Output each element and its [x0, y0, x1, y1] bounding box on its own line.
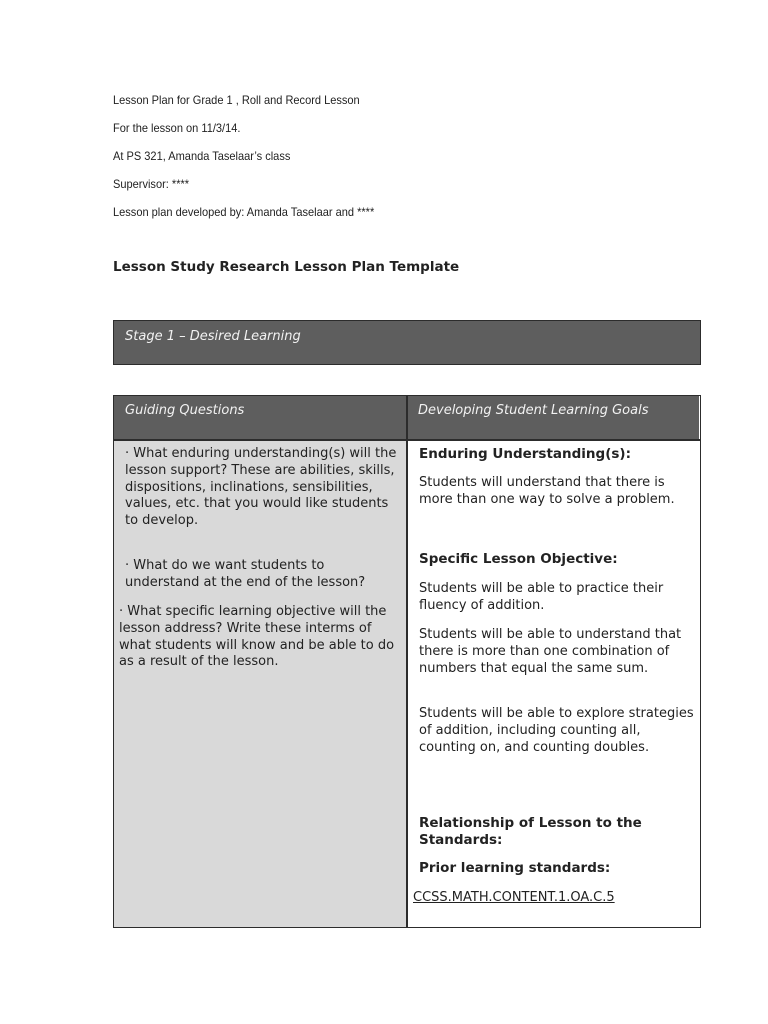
standard-link-wrap: [413, 890, 693, 907]
header-supervisor-line: Supervisor: ****: [113, 177, 190, 191]
header-developer-line: Lesson plan developed by: Amanda Taselaar and ****: [113, 205, 375, 219]
objective-item: Students will be able to understand that there is more than one combination of numbers that equal the same sum.: [419, 627, 682, 676]
guiding-questions-header: [114, 396, 407, 439]
standard-link[interactable]: CCSS.MATH.CONTENT.1.OA.C.5: [413, 890, 615, 905]
header-class-line: At PS 321, Amanda Taselaar’s class: [113, 149, 291, 163]
enduring-understanding-text: Students will understand that there is more than one way to solve a problem.: [419, 475, 675, 507]
learning-goals-header-label: Developing Student Learning Goals: [418, 403, 649, 418]
template-title: Lesson Study Research Lesson Plan Template: [113, 259, 460, 275]
lesson-goals-table: [113, 395, 701, 928]
guiding-question-1: · What enduring understanding(s) will the lesson support? These are abilities, skills, dispositions, inclinations, sensibilities, values, etc. that you would like students to develop.: [125, 446, 397, 529]
guiding-questions-header-label: Guiding Questions: [125, 403, 245, 418]
guiding-question-3: · What specific learning objective will the lesson address? Write these interms of what students will know and be able to do as a result of the lesson.: [119, 604, 395, 670]
standards-relationship-heading: Relationship of Lesson to the Standards:: [419, 815, 642, 848]
enduring-understanding-heading: Enduring Understanding(s):: [419, 446, 631, 462]
learning-goals-header: [407, 396, 699, 439]
header-grade-line: Lesson Plan for Grade 1 , Roll and Record Lesson: [113, 93, 360, 107]
guiding-question-2: · What do we want students to understand at the end of the lesson?: [125, 558, 366, 590]
objective-item: Students will be able to explore strategies of addition, including counting all, counting on, and counting doubles.: [419, 706, 694, 755]
header-date-line: For the lesson on 11/3/14.: [113, 121, 241, 135]
specific-objective-heading: Specific Lesson Objective:: [419, 551, 618, 567]
prior-learning-heading: Prior learning standards:: [419, 860, 611, 876]
column-divider: [406, 396, 408, 927]
stage-banner: [113, 320, 701, 365]
objective-item: Students will be able to practice their fluency of addition.: [419, 581, 664, 613]
stage-label: Stage 1 – Desired Learning: [125, 329, 301, 344]
